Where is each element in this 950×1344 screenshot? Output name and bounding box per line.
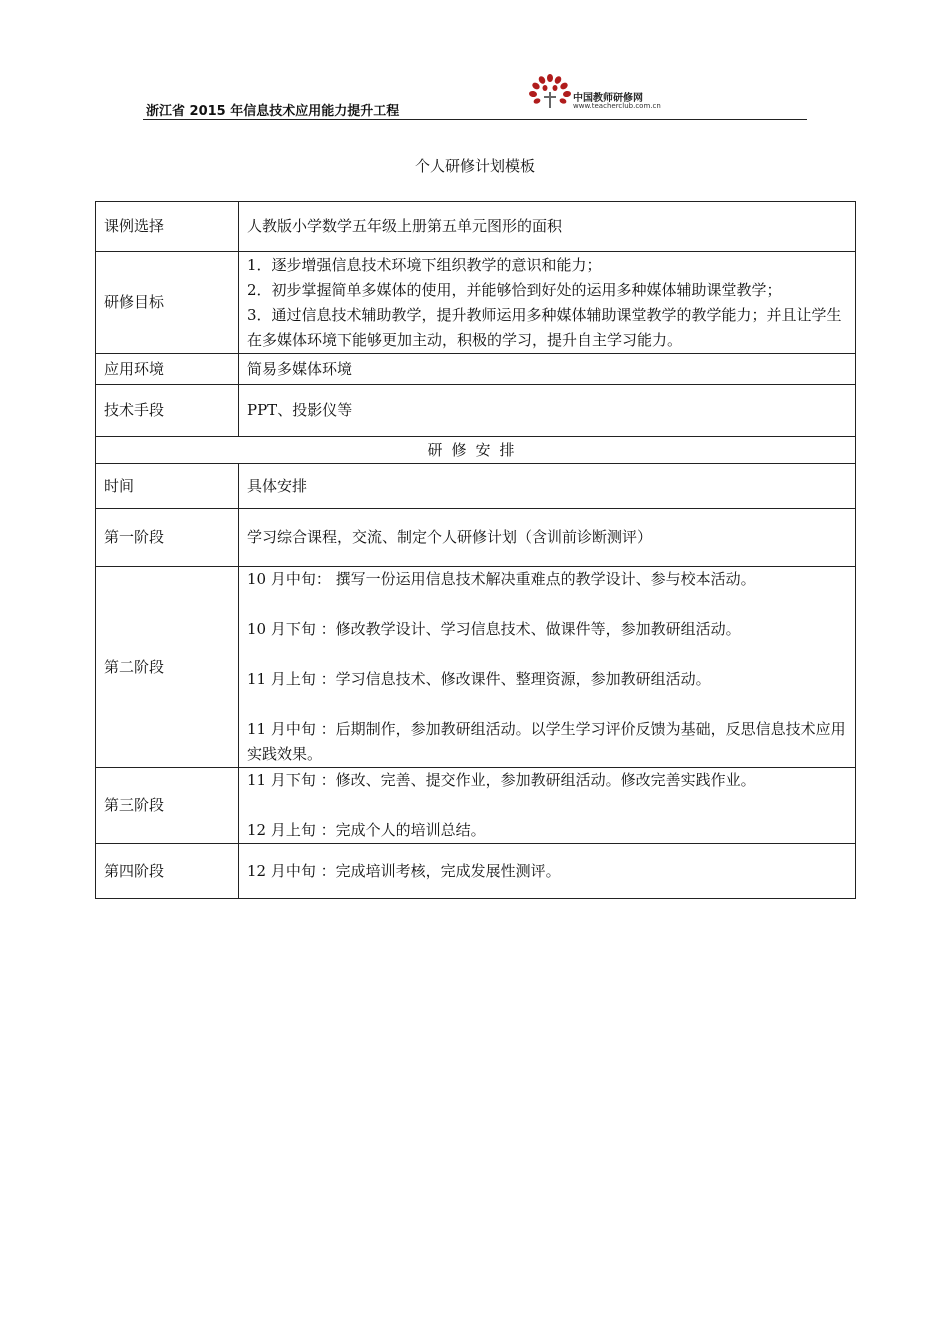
stage-name: 第四阶段 xyxy=(96,844,239,899)
stage-item: 10 月下旬 ：修改教学设计、学习信息技术、做课件等，参加教研组活动。 xyxy=(247,620,741,638)
arrangement-header: 研修安排 xyxy=(96,437,856,464)
goal-item: 2．初步掌握简单多媒体的使用，并能够恰到好处的运用多种媒体辅助课堂教学； xyxy=(247,280,782,299)
stage-cell xyxy=(239,567,856,768)
plan-label: 具体安排 xyxy=(239,464,856,509)
table-row-tech xyxy=(96,385,856,437)
stage-item: 12 月中旬 ：完成培训考核，完成发展性测评。 xyxy=(239,844,856,899)
logo-name: 中国教师研修网 xyxy=(573,93,643,104)
logo-url: www.teacherclub.com.cn xyxy=(573,102,661,110)
env-value: 简易多媒体环境 xyxy=(239,354,856,385)
table-row-stage-3 xyxy=(96,768,856,844)
table-row-stage-1 xyxy=(96,509,856,567)
tech-value: PPT、投影仪等 xyxy=(239,385,856,437)
stage-item: 学习综合课程，交流、制定个人研修计划（含训前诊断测评） xyxy=(239,509,856,567)
table-row-stage-4 xyxy=(96,844,856,899)
time-label: 时间 xyxy=(96,464,239,509)
table-row-arrangement xyxy=(96,437,856,464)
stage-item: 11 月中旬 ：后期制作，参加教研组活动。以学生学习评价反馈为基础，反思信息技术应用实践效果。 xyxy=(247,720,846,763)
stage-name: 第二阶段 xyxy=(96,567,239,768)
course-label: 课例选择 xyxy=(96,202,239,252)
stage-cell xyxy=(239,768,856,844)
stage-item: 11 月上旬 ：学习信息技术、修改课件、整理资源，参加教研组活动。 xyxy=(247,670,711,688)
table-row-course xyxy=(96,202,856,252)
table-row-stage-2 xyxy=(96,567,856,768)
logo xyxy=(527,70,697,114)
course-value: 人教版小学数学五年级上册第五单元图形的面积 xyxy=(239,202,856,252)
stage-name: 第三阶段 xyxy=(96,768,239,844)
plan-table xyxy=(95,201,856,899)
goal-cell xyxy=(239,252,856,354)
table-row-env xyxy=(96,354,856,385)
project-title: 浙江省 2015 年信息技术应用能力提升工程 xyxy=(146,104,400,119)
stage-item: 12 月上旬 ：完成个人的培训总结。 xyxy=(247,821,486,839)
goal-item: 1．逐步增强信息技术环境下组织教学的意识和能力； xyxy=(247,255,602,274)
page-title: 个人研修计划模板 xyxy=(414,157,535,175)
table-row-time xyxy=(96,464,856,509)
stage-name: 第一阶段 xyxy=(96,509,239,567)
goal-label: 研修目标 xyxy=(96,252,239,354)
env-label: 应用环境 xyxy=(96,354,239,385)
table-row-goals xyxy=(96,252,856,354)
logo-icon xyxy=(527,70,573,114)
stage-item: 11 月下旬 ：修改、完善、提交作业，参加教研组活动。修改完善实践作业。 xyxy=(247,771,756,789)
goal-item: 3．通过信息技术辅助教学，提升教师运用多种媒体辅助课堂教学的教学能力；并且让学生在多媒体环境下能够更加主动，积极的学习，提升自主学习能力。 xyxy=(247,305,842,349)
stage-item: 10 月中旬： 撰写一份运用信息技术解决重难点的教学设计、参与校本活动。 xyxy=(247,570,756,588)
tech-label: 技术手段 xyxy=(96,385,239,437)
page-header xyxy=(143,60,807,120)
header-divider xyxy=(143,119,807,120)
